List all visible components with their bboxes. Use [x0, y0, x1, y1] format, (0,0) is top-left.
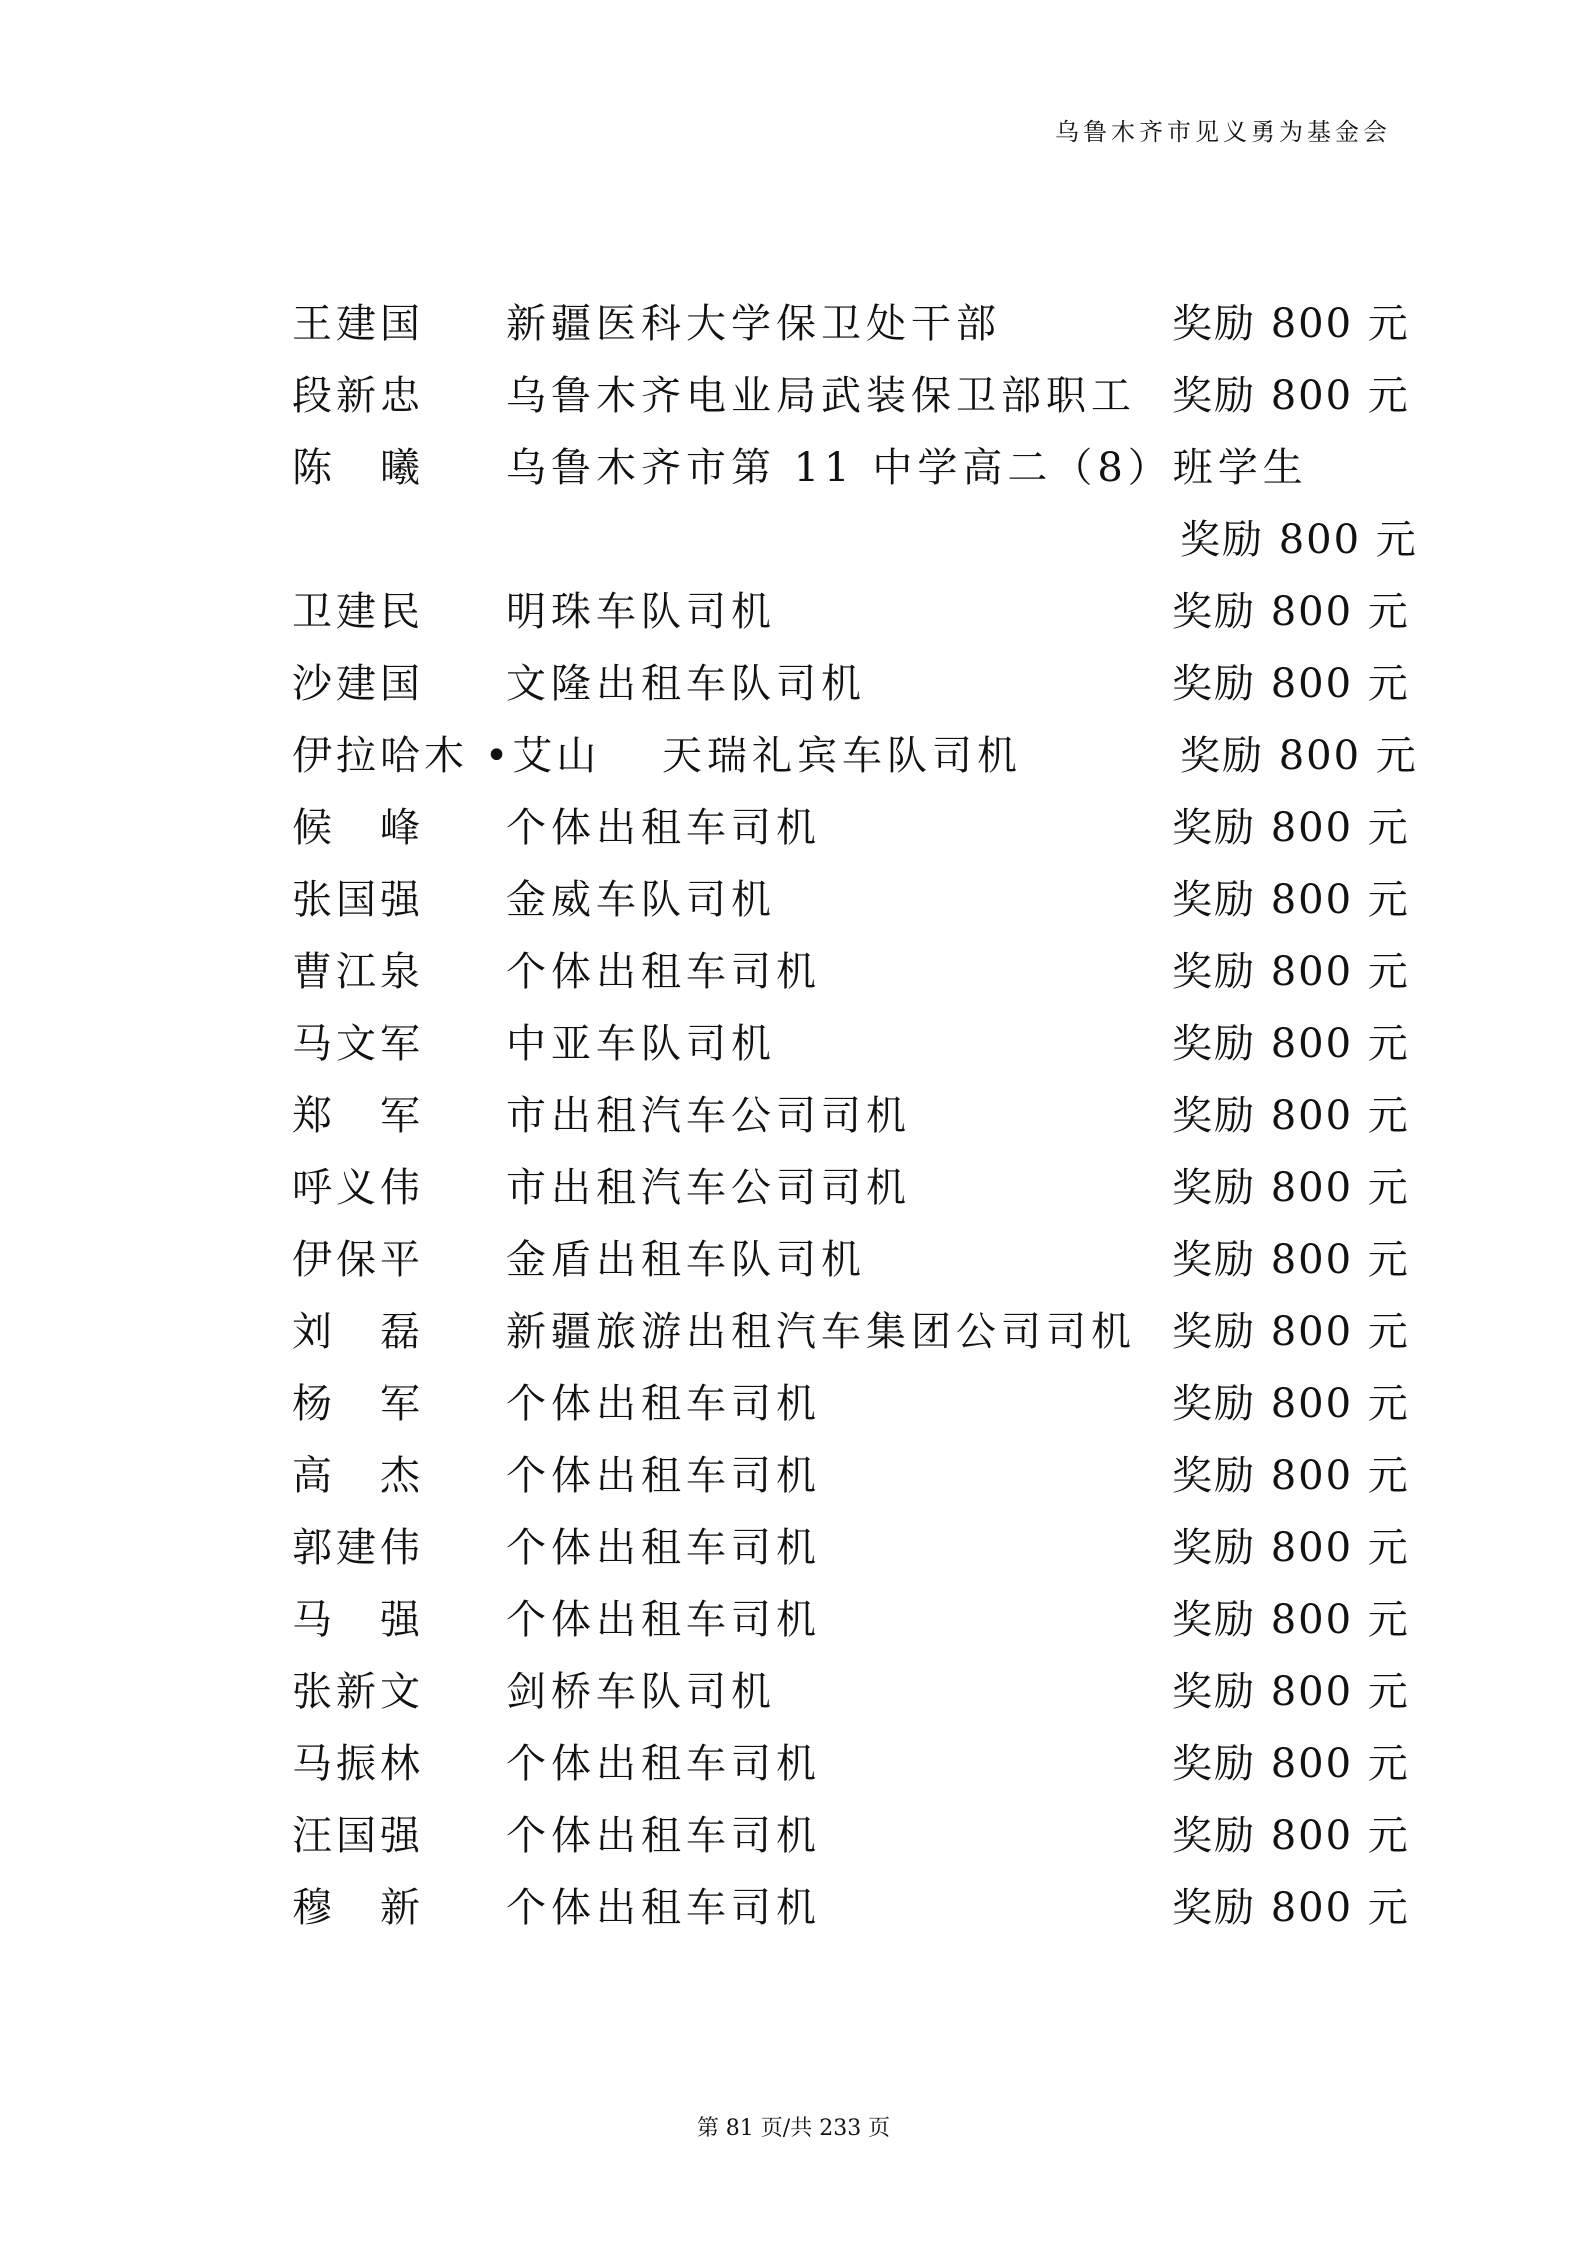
list-item [292, 864, 1410, 936]
recipient-name: 卫建民 [292, 589, 424, 635]
list-item [292, 1800, 1410, 1872]
award-amount: 奖励 800 元 [1172, 949, 1410, 995]
recipient-name: 马 强 [292, 1597, 424, 1643]
award-amount: 奖励 800 元 [1180, 517, 1418, 563]
recipient-name: 张国强 [292, 877, 424, 923]
recipient-unit: 金盾出租车队司机 [506, 1237, 866, 1283]
recipient-name: 郑 军 [292, 1093, 424, 1139]
award-amount: 奖励 800 元 [1172, 1453, 1410, 1499]
award-amount: 奖励 800 元 [1172, 661, 1410, 707]
recipient-name: 伊拉哈木 •艾山 [292, 733, 601, 779]
recipient-name: 候 峰 [292, 805, 424, 851]
recipient-name: 呼义伟 [292, 1165, 424, 1211]
award-amount: 奖励 800 元 [1172, 1885, 1410, 1931]
list-item [292, 576, 1410, 648]
list-item [292, 1008, 1410, 1080]
recipient-unit: 乌鲁木齐电业局武装保卫部职工 [506, 373, 1136, 419]
award-amount: 奖励 800 元 [1172, 1093, 1410, 1139]
award-amount: 奖励 800 元 [1172, 589, 1410, 635]
recipient-name: 段新忠 [292, 373, 424, 419]
recipient-unit: 金威车队司机 [506, 877, 776, 923]
award-amount: 奖励 800 元 [1172, 1525, 1410, 1571]
award-amount: 奖励 800 元 [1172, 1309, 1410, 1355]
list-item [292, 360, 1410, 432]
list-item [292, 792, 1410, 864]
list-item [292, 432, 1392, 504]
recipient-name: 高 杰 [292, 1453, 424, 1499]
list-item [292, 648, 1410, 720]
recipient-name: 郭建伟 [292, 1525, 424, 1571]
recipient-name: 刘 磊 [292, 1309, 424, 1355]
recipient-unit: 个体出租车司机 [506, 1381, 821, 1427]
recipient-unit: 文隆出租车队司机 [506, 661, 866, 707]
award-amount: 奖励 800 元 [1180, 733, 1418, 779]
list-item [292, 1440, 1410, 1512]
list-item [292, 1368, 1410, 1440]
recipient-unit: 个体出租车司机 [506, 1525, 821, 1571]
recipient-name: 马文军 [292, 1021, 424, 1067]
recipient-name: 马振林 [292, 1741, 424, 1787]
recipient-unit: 个体出租车司机 [506, 1597, 821, 1643]
recipient-unit: 个体出租车司机 [506, 1813, 821, 1859]
list-item [292, 288, 1410, 360]
recipient-name: 伊保平 [292, 1237, 424, 1283]
recipient-unit: 天瑞礼宾车队司机 [662, 733, 1022, 779]
recipient-unit: 明珠车队司机 [506, 589, 776, 635]
recipient-name: 曹江泉 [292, 949, 424, 995]
list-item [292, 1296, 1410, 1368]
recipient-unit: 个体出租车司机 [506, 1741, 821, 1787]
award-amount: 奖励 800 元 [1172, 1669, 1410, 1715]
list-item [292, 720, 1418, 792]
recipient-unit: 个体出租车司机 [506, 949, 821, 995]
list-item-continuation [292, 504, 1418, 576]
list-item [292, 1656, 1410, 1728]
page-header-organization: 乌鲁木齐市见义勇为基金会 [1055, 118, 1391, 146]
recipient-unit: 中亚车队司机 [506, 1021, 776, 1067]
recipient-name: 王建国 [292, 301, 424, 347]
recipient-name: 汪国强 [292, 1813, 424, 1859]
recipient-name: 穆 新 [292, 1885, 424, 1931]
award-amount: 奖励 800 元 [1172, 1381, 1410, 1427]
award-amount: 奖励 800 元 [1172, 373, 1410, 419]
recipient-unit: 新疆旅游出租汽车集团公司司机 [506, 1309, 1136, 1355]
award-amount: 奖励 800 元 [1172, 1741, 1410, 1787]
list-item [292, 1080, 1410, 1152]
list-item [292, 1728, 1410, 1800]
recipient-name: 张新文 [292, 1669, 424, 1715]
award-amount: 奖励 800 元 [1172, 1813, 1410, 1859]
list-item [292, 1152, 1410, 1224]
recipient-unit: 市出租汽车公司司机 [506, 1165, 911, 1211]
award-amount: 奖励 800 元 [1172, 1021, 1410, 1067]
recipient-unit: 市出租汽车公司司机 [506, 1093, 911, 1139]
recipient-unit: 新疆医科大学保卫处干部 [506, 301, 1001, 347]
recipient-unit: 个体出租车司机 [506, 1885, 821, 1931]
award-amount: 奖励 800 元 [1172, 1237, 1410, 1283]
recipient-name: 陈 曦 [292, 445, 424, 491]
page-number: 第 81 页/共 233 页 [696, 2116, 891, 2141]
list-item [292, 1872, 1410, 1944]
award-amount: 奖励 800 元 [1172, 1597, 1410, 1643]
list-item [292, 1584, 1410, 1656]
recipient-name: 沙建国 [292, 661, 424, 707]
recipient-unit: 剑桥车队司机 [506, 1669, 776, 1715]
list-item [292, 1224, 1410, 1296]
award-amount: 奖励 800 元 [1172, 1165, 1410, 1211]
list-item [292, 936, 1410, 1008]
recipient-unit: 个体出租车司机 [506, 805, 821, 851]
recipient-unit: 乌鲁木齐市第 11 中学高二（8）班学生 [506, 445, 1308, 491]
award-amount: 奖励 800 元 [1172, 877, 1410, 923]
recipient-name: 杨 军 [292, 1381, 424, 1427]
list-item [292, 1512, 1410, 1584]
award-list [292, 288, 1418, 1944]
award-amount: 奖励 800 元 [1172, 301, 1410, 347]
award-amount: 奖励 800 元 [1172, 805, 1410, 851]
recipient-unit: 个体出租车司机 [506, 1453, 821, 1499]
